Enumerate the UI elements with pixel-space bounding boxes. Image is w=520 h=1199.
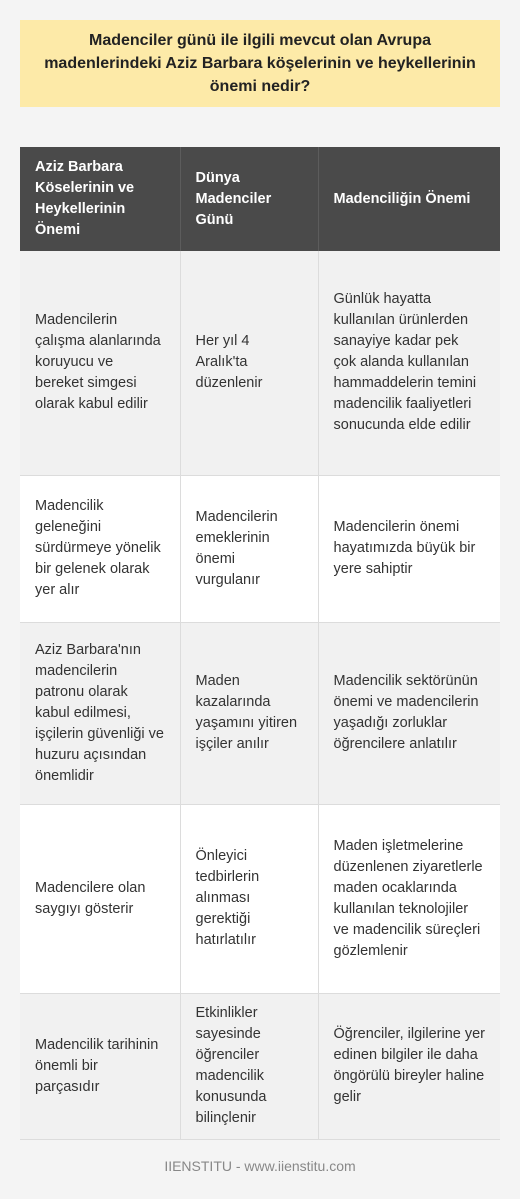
table-cell: Madencilere olan saygıyı gösterir	[20, 804, 180, 993]
table-cell: Madencilerin emeklerinin önemi vurgulanır	[180, 475, 318, 622]
table-cell: Madencilik sektörünün önemi ve madencilerin yaşadığı zorluklar öğrencilere anlatılır	[318, 622, 500, 804]
table-cell: Maden kazalarında yaşamını yitiren işçiler anılır	[180, 622, 318, 804]
table-cell: Öğrenciler, ilgilerine yer edinen bilgiler ile daha öngörülü bireyler haline gelir	[318, 993, 500, 1139]
table-cell: Madencilerin çalışma alanlarında koruyucu ve bereket simgesi olarak kabul edilir	[20, 251, 180, 475]
table-cell: Etkinlikler sayesinde öğrenciler madencilik konusunda bilinçlenir	[180, 993, 318, 1139]
table-header-row	[20, 147, 500, 251]
table-cell: Madencilerin önemi hayatımızda büyük bir yere sahiptir	[318, 475, 500, 622]
table-cell: Madencilik geleneğini sürdürmeye yönelik bir gelenek olarak yer alır	[20, 475, 180, 622]
table-cell: Her yıl 4 Aralık'ta düzenlenir	[180, 251, 318, 475]
table-cell: Madencilik tarihinin önemli bir parçasıdır	[20, 993, 180, 1139]
column-header: Aziz Barbara Köselerinin ve Heykellerinin Önemi	[20, 147, 180, 251]
table-cell: Günlük hayatta kullanılan ürünlerden sanayiye kadar pek çok alanda kullanılan hammaddelerin temini madencilik faaliyetleri sonucunda elde edilir	[318, 251, 500, 475]
table-row	[20, 251, 500, 475]
table-row	[20, 622, 500, 804]
column-header: Dünya Madenciler Günü	[180, 147, 318, 251]
table-cell: Önleyici tedbirlerin alınması gerektiği hatırlatılır	[180, 804, 318, 993]
table-cell: Aziz Barbara'nın madencilerin patronu olarak kabul edilmesi, işçilerin güvenliği ve huzuru açısından önemlidir	[20, 622, 180, 804]
column-header: Madenciliğin Önemi	[318, 147, 500, 251]
table-row	[20, 475, 500, 622]
table-cell: Maden işletmelerine düzenlenen ziyaretlerle maden ocaklarında kullanılan teknolojiler ve madencilik süreçleri gözlemlenir	[318, 804, 500, 993]
table-row	[20, 804, 500, 993]
page-title	[20, 20, 500, 107]
page-title-text: Madenciler günü ile ilgili mevcut olan Avrupa madenlerindeki Aziz Barbara köşelerinin ve heykellerinin önemi nedir?	[44, 32, 476, 95]
table-row	[20, 993, 500, 1139]
footer-credit: IIENSTITU - www.iienstitu.com	[164, 1158, 356, 1174]
comparison-table	[20, 147, 500, 1140]
